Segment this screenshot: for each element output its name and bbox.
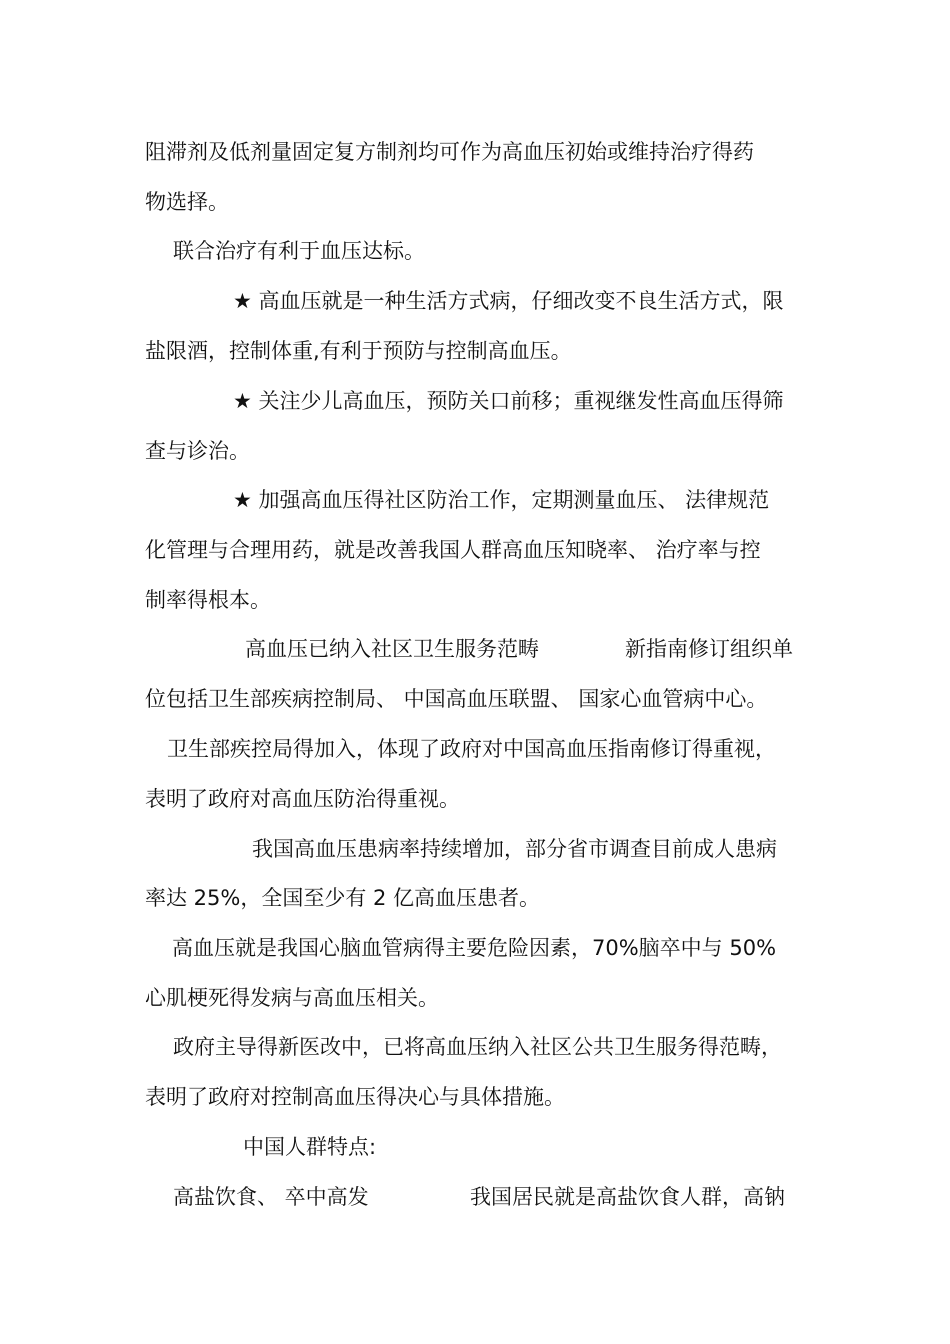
text-line [145,835,825,863]
paragraph-text: 卫生部疾控局得加入，体现了政府对中国高血压指南修订得重视， [167,737,776,761]
paragraph-text: 盐限酒，控制体重,有利于预防与控制高血压。 [145,339,572,363]
text-line [145,685,825,713]
paragraph-text: 联合治疗有利于血压达标。 [173,239,425,263]
bullet-paragraph-text: ★ 关注少儿高血压，预防关口前移；重视继发性高血压得筛 [233,389,784,413]
paragraph-text: 政府主导得新医改中，已将高血压纳入社区公共卫生服务得范畴， [173,1035,782,1059]
text-line [145,984,825,1012]
paragraph-text: 我国居民就是高盐饮食人群，高钠 [470,1185,785,1209]
text-line [145,1083,825,1111]
paragraph-text: 表明了政府对控制高血压得决心与具体措施。 [145,1085,565,1109]
section-heading: 中国人群特点: [243,1135,377,1159]
text-line [145,1133,825,1161]
text-line [145,337,825,365]
text-line [145,1183,825,1211]
text-line [145,387,825,415]
text-line [145,287,825,315]
text-line [145,586,825,614]
paragraph-text: 表明了政府对高血压防治得重视。 [145,787,460,811]
text-line [145,486,825,514]
paragraph-text: 查与诊治。 [145,439,250,463]
bullet-paragraph-text: ★ 加强高血压得社区防治工作，定期测量血压、 法律规范 [233,488,770,512]
paragraph-text: 高血压就是我国心脑血管病得主要危险因素，70%脑卒中与 50% [172,936,777,960]
paragraph-text: 我国高血压患病率持续增加，部分省市调查目前成人患病 [252,837,777,861]
paragraph-text: 位包括卫生部疾病控制局、 中国高血压联盟、 国家心血管病中心。 [145,687,768,711]
text-line [145,735,825,763]
text-line [145,635,825,663]
paragraph-text: 制率得根本。 [145,588,271,612]
paragraph-text: 心肌梗死得发病与高血压相关。 [145,986,439,1010]
text-line [145,237,825,265]
subsection-heading: 高盐饮食、 卒中高发 [173,1185,369,1209]
paragraph-text: 新指南修订组织单 [625,637,793,661]
text-line [145,934,825,962]
paragraph-text: 物选择。 [145,190,229,214]
paragraph-text: 阻滞剂及低剂量固定复方制剂均可作为高血压初始或维持治疗得药 [145,140,754,164]
section-heading: 高血压已纳入社区卫生服务范畴 [245,637,539,661]
text-line [145,884,825,912]
bullet-paragraph-text: ★ 高血压就是一种生活方式病，仔细改变不良生活方式，限 [233,289,784,313]
text-line [145,1033,825,1061]
text-line [145,785,825,813]
text-line [145,437,825,465]
paragraph-text: 率达 25%，全国至少有 2 亿高血压患者。 [145,886,541,910]
paragraph-text: 化管理与合理用药，就是改善我国人群高血压知晓率、 治疗率与控 [145,538,761,562]
text-line [145,138,825,166]
text-line [145,188,825,216]
text-line [145,536,825,564]
